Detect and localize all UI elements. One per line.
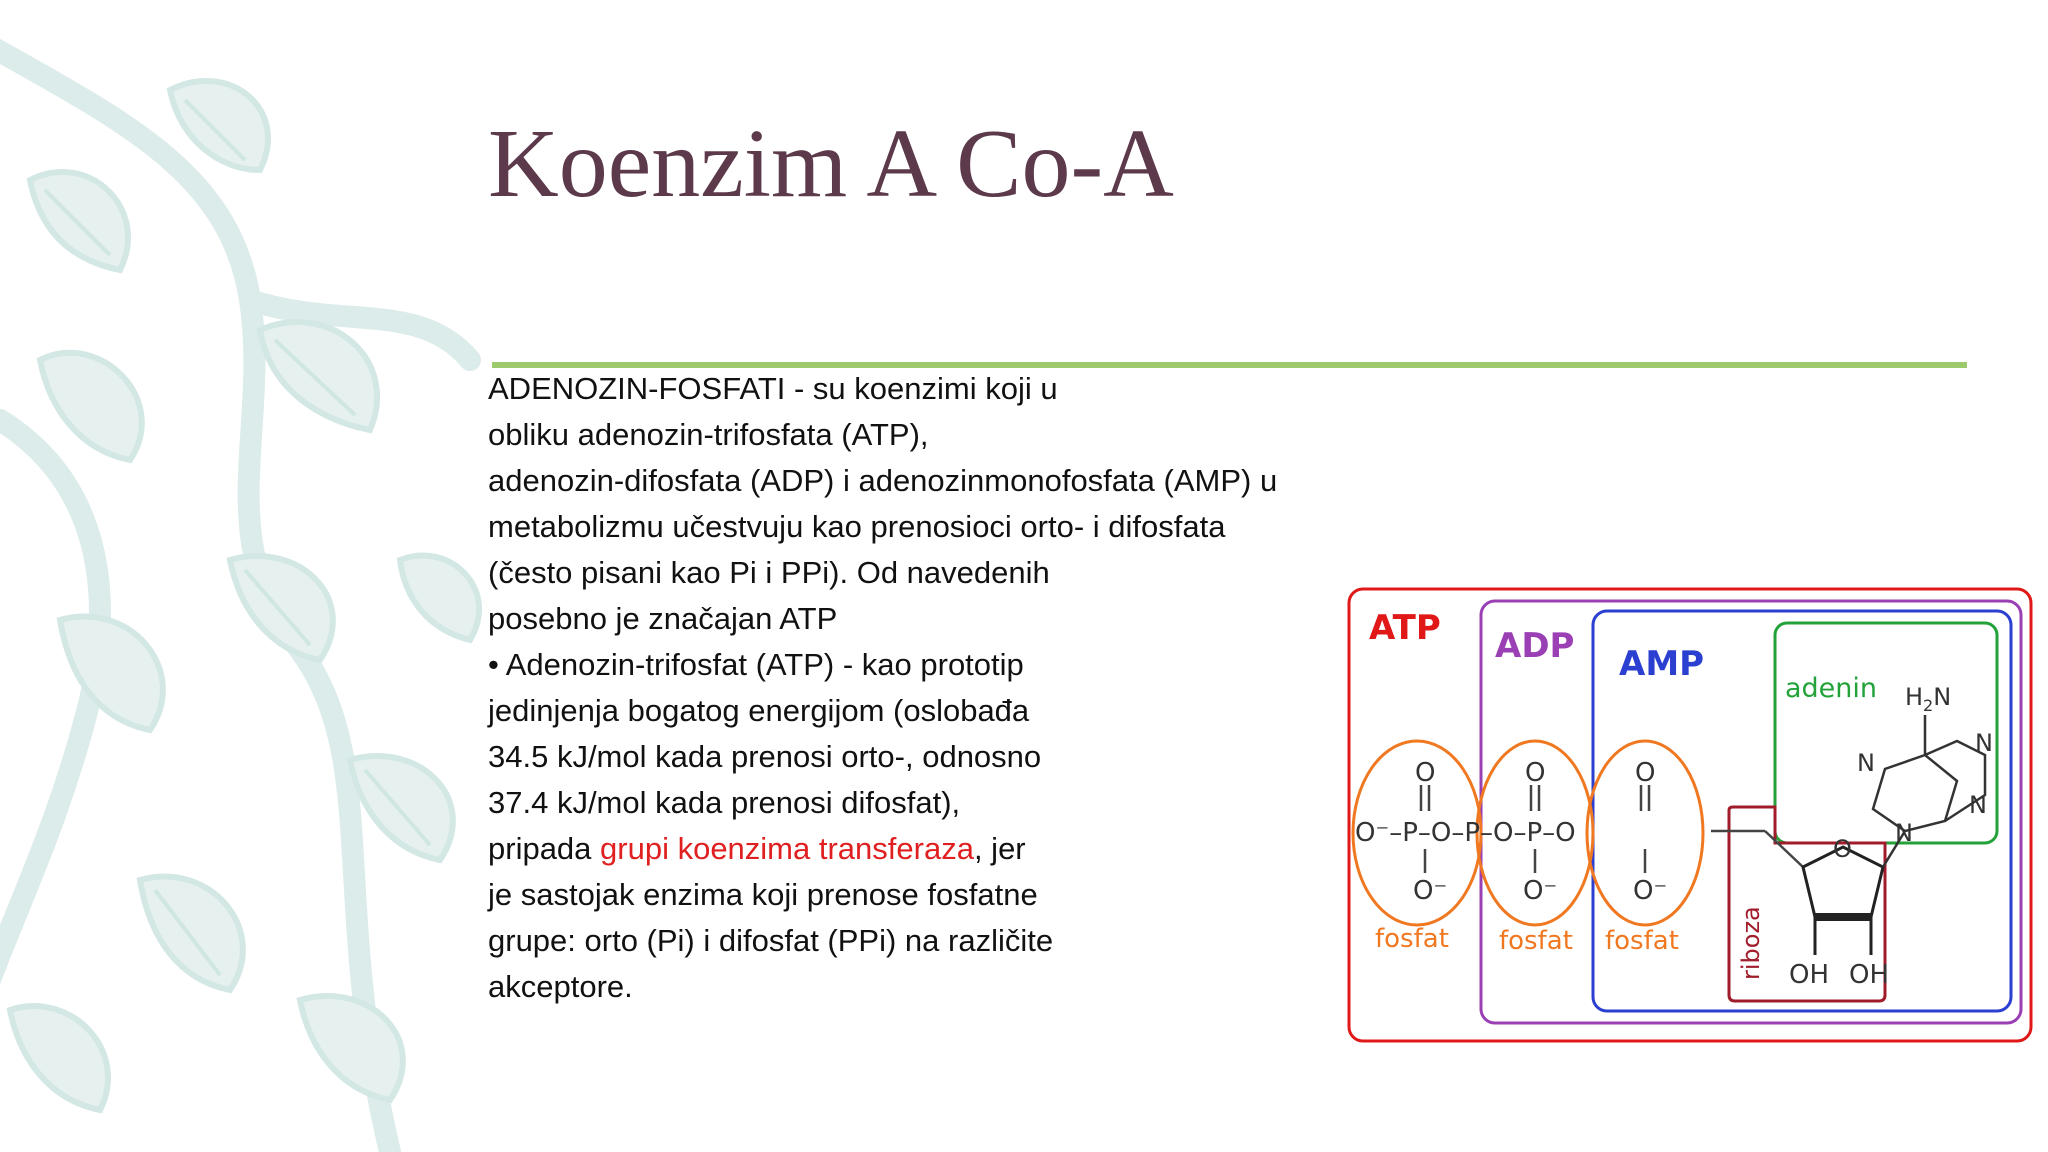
phosphate-o-bottom-2: O⁻ [1523,876,1558,906]
amp-label: AMP [1619,644,1705,684]
body-line: obliku adenozin-trifosfata (ATP), [488,417,929,452]
pripada-tail: , jer [973,831,1026,866]
body-line: 34.5 kJ/mol kada prenosi orto-, odnosno [488,739,1042,774]
body-line: (često pisani kao Pi i PPi). Od navedenih [488,555,1050,590]
body-line: posebno je značajan ATP [488,601,838,636]
bullet-line: • Adenozin-trifosfat (ATP) - kao prototip [488,647,1024,682]
fosfat-label-3: fosfat [1605,926,1679,956]
body-text [488,366,1388,1010]
adp-label: ADP [1495,626,1575,666]
body-line: jedinjenja bogatog energijom (oslobađa [488,693,1030,728]
atp-label: ATP [1369,608,1441,648]
decorative-vine [0,0,520,1152]
body-line-pripada [488,826,1388,872]
pripada-text: pripada [488,831,601,866]
ribose-o: O [1833,835,1852,863]
body-line: grupe: orto (Pi) i difosfat (PPi) na različite [488,923,1054,958]
phosphate-o-top-1: O [1415,758,1436,788]
phosphate-o-bottom-3: O⁻ [1633,876,1668,906]
adenine-n7: N [1857,749,1875,777]
slide-title: Koenzim A Co-A [488,110,1174,218]
phosphate-o-bottom-1: O⁻ [1413,876,1448,906]
riboza-label: riboza [1737,906,1765,980]
adenin-label: adenin [1785,673,1878,704]
highlight-transferaza: grupi koenzima transferaza [600,831,974,866]
oh-label-1: OH [1789,960,1830,990]
fosfat-label-2: fosfat [1499,926,1573,956]
oh-label-2: OH [1849,960,1890,990]
fosfat-label-1: fosfat [1375,924,1449,954]
body-line: 37.4 kJ/mol kada prenosi difosfat), [488,785,961,820]
phosphate-o-top-2: O [1525,758,1546,788]
adenine-n9: N [1895,819,1913,847]
body-line: metabolizmu učestvuju kao prenosioci orto- i difosfata [488,509,1226,544]
nh2-h: $H_2N$ [1905,683,1952,715]
body-line: adenozin-difosfata (ADP) i adenozinmonofosfata (AMP) u [488,463,1278,498]
atp-structure-diagram [1345,585,2035,1045]
phosphate-chain: O⁻–P–O–P–O–P–O [1355,818,1576,848]
body-line: je sastojak enzima koji prenose fosfatne [488,877,1038,912]
adenine-n1: N [1975,729,1993,757]
body-line: akceptore. [488,969,633,1004]
phosphate-o-top-3: O [1635,758,1656,788]
body-line: ADENOZIN-FOSFATI - su koenzimi koji u [488,371,1058,406]
adenine-n3: N [1969,791,1987,819]
